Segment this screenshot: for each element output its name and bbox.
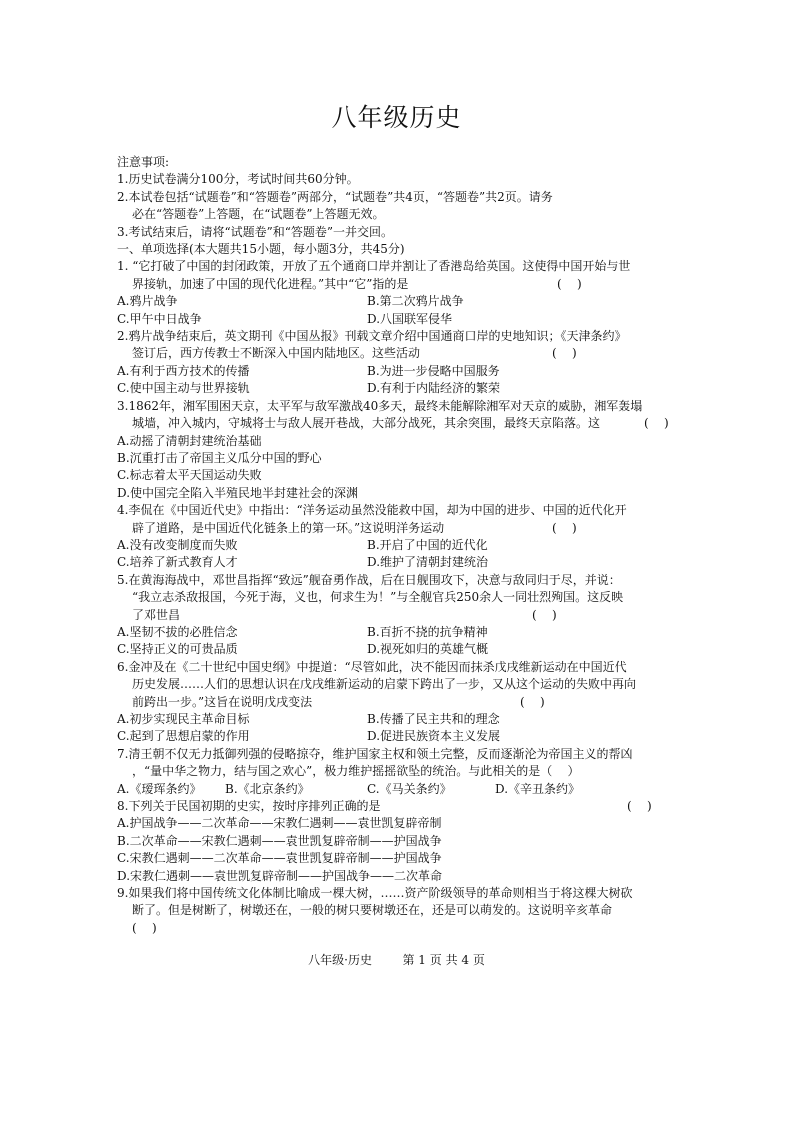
option-b: B.沉重打击了帝国主义瓜分中国的野心: [117, 450, 322, 465]
question-2-options: [117, 363, 682, 380]
question-8-text: 8.下列关于民国初期的史实，按时序排列正确的是 ( ): [117, 798, 682, 815]
question-9-text: 9.如果我们将中国传统文化体制比喻成一棵大树，……资产阶级领导的革命则相当于将这棵大树砍: [117, 886, 633, 901]
option-b: B.第二次鸦片战争: [367, 294, 464, 309]
question-4-text: 辟了道路，是中国近代化链条上的第一环。”这说明洋务运动 ( ): [117, 520, 682, 537]
option-a: A.动摇了清朝封建统治基础: [117, 433, 262, 448]
question-6-options: [117, 728, 682, 745]
question-5-text: “我立志杀敌报国，今死于海，义也，何求生为！”与全舰官兵250余人一同壮烈殉国。这反映: [132, 590, 624, 605]
option-a: A.鸦片战争: [117, 294, 178, 309]
question-1-text: 1. “它打破了中国的封闭政策，开放了五个通商口岸并割让了香港岛给英国。这使得中国开始与世: [117, 259, 631, 274]
question-7-options: [117, 781, 682, 798]
answer-paren: ( ): [132, 920, 157, 935]
option-c: C.甲午中日战争: [117, 311, 202, 326]
answer-paren: ( ): [552, 346, 577, 361]
option-b: B.二次革命——宋教仁遇刺——袁世凯复辟帝制——护国战争: [117, 833, 442, 848]
answer-paren: ( ): [532, 607, 557, 622]
option-d: D.使中国完全陷入半殖民地半封建社会的深渊: [117, 485, 359, 500]
option-d: D.促进民族资本主义发展: [367, 729, 501, 744]
option-c: C.《马关条约》: [367, 781, 452, 796]
question-5-text: 5.在黄海海战中，邓世昌指挥“致远”舰奋勇作战，后在日舰围攻下，决意与敌同归于尽，并说：: [117, 572, 621, 587]
answer-paren: ( ): [557, 276, 582, 291]
answer-paren: ( ): [520, 694, 545, 709]
question-6-options: [117, 711, 682, 728]
question-6-text: 历史发展……人们的思想认识在戊戌维新运动的启蒙下跨出了一步，又从这个运动的失败中再向: [132, 677, 637, 692]
option-d: D.视死如归的英雄气概: [367, 642, 489, 657]
option-c: C.培养了新式教育人才: [117, 555, 238, 570]
option-c: C.宋教仁遇刺——二次革命——袁世凯复辟帝制——护国战争: [117, 851, 442, 866]
notice-item: 2.本试卷包括“试题卷”和“答题卷”两部分，“试题卷”共4页，“答题卷”共2页。请务: [117, 189, 553, 204]
question-3-text: 城墙，冲入城内，守城将士与敌人展开巷战，大部分战死，其余突围，最终天京陷落。这 ( ): [117, 415, 682, 432]
option-b: B.《北京条约》: [225, 781, 310, 796]
question-7-text: ，“量中华之物力，结与国之欢心”，极力维护摇摇欲坠的统治。与此相关的是（ ）: [132, 764, 580, 779]
question-1-text: 界接轨，加速了中国的现代化进程。”其中“它”指的是 ( ): [117, 276, 682, 293]
question-2-text: 签订后，西方传教士不断深入中国内陆地区。这些活动 ( ): [117, 345, 682, 362]
option-a: A.初步实现民主革命目标: [117, 712, 250, 726]
exam-content: [117, 154, 682, 937]
option-c: C.使中国主动与世界接轨: [117, 381, 250, 396]
option-d: D.有利于内陆经济的繁荣: [367, 381, 501, 396]
option-a: A.有利于西方技术的传播: [117, 363, 250, 378]
notice-item: 3.考试结束后，请将“试题卷”和“答题卷”一并交回。: [117, 224, 393, 239]
page-footer: 八年级·历史 第 1 页 共 4 页: [308, 953, 485, 967]
notice-heading: 注意事项:: [117, 155, 170, 169]
question-2-options: [117, 380, 682, 397]
option-d: D.维护了清朝封建统治: [367, 555, 489, 570]
question-5-text: 了邓世昌 ( ): [117, 607, 682, 624]
question-7-text: 7.清王朝不仅无力抵御列强的侵略掠夺，维护国家主权和领土完整，反而逐渐沦为帝国主义的帮凶: [117, 746, 633, 761]
question-2-text: 2.鸦片战争结束后，英文期刊《中国丛报》刊载文章介绍中国通商口岸的史地知识；《天津条约》: [117, 329, 627, 344]
notice-item: 1.历史试卷满分100分，考试时间共60分钟。: [117, 172, 359, 187]
option-a: A.没有改变制度而失败: [117, 537, 238, 552]
option-d: D.八国联军侵华: [367, 311, 453, 326]
option-c: C.标志着太平天国运动失败: [117, 468, 262, 483]
question-1-options: [117, 311, 682, 328]
section-heading: 一、单项选择(本大题共15小题，每小题3分，共45分): [117, 242, 405, 257]
page-title: 八年级历史: [331, 103, 462, 132]
option-a: A.护国战争——二次革命——宋教仁遇刺——袁世凯复辟帝制: [117, 816, 442, 831]
question-1-options: [117, 293, 682, 310]
question-4-options: [117, 537, 682, 554]
question-9-text: 断了。但是树断了，树墩还在，一般的树只要树墩还在，还是可以萌发的。这说明辛亥革命: [132, 903, 613, 918]
question-5-options: [117, 641, 682, 658]
answer-paren: ( ): [552, 520, 577, 535]
option-d: D.《辛丑条约》: [495, 781, 581, 796]
question-5-options: [117, 624, 682, 641]
question-4-options: [117, 554, 682, 571]
question-4-text: 4.李侃在《中国近代史》中指出：“洋务运动虽然没能救中国，却为中国的进步、中国的近代化开: [117, 503, 627, 518]
option-a: A.坚韧不拔的必胜信念: [117, 624, 238, 639]
option-d: D.宋教仁遇刺——袁世凯复辟帝制——护国战争——二次革命: [117, 868, 443, 883]
option-b: B.开启了中国的近代化: [367, 537, 488, 552]
notice-item: 必在“答题卷”上答题，在“试题卷”上答题无效。: [132, 207, 385, 222]
question-6-text: 前跨出一步。”这旨在说明戊戌变法 ( ): [117, 694, 682, 711]
option-b: B.为进一步侵略中国服务: [367, 363, 500, 378]
answer-paren: ( ): [627, 799, 652, 814]
answer-paren: ( ): [644, 416, 669, 431]
question-3-text: 3.1862年，湘军围困天京，太平军与敌军激战40多天，最终未能解除湘军对天京的威胁，湘军轰塌: [117, 398, 643, 413]
question-6-text: 6.金冲及在《二十世纪中国史纲》中提道：“尽管如此，决不能因而抹杀戊戌维新运动在中国近代: [117, 659, 627, 674]
option-b: B.百折不挠的抗争精神: [367, 624, 488, 639]
option-c: C.起到了思想启蒙的作用: [117, 729, 250, 744]
option-a: A.《瑷珲条约》: [117, 781, 202, 796]
option-c: C.坚持正义的可贵品质: [117, 642, 238, 657]
option-b: B.传播了民主共和的理念: [367, 712, 500, 726]
